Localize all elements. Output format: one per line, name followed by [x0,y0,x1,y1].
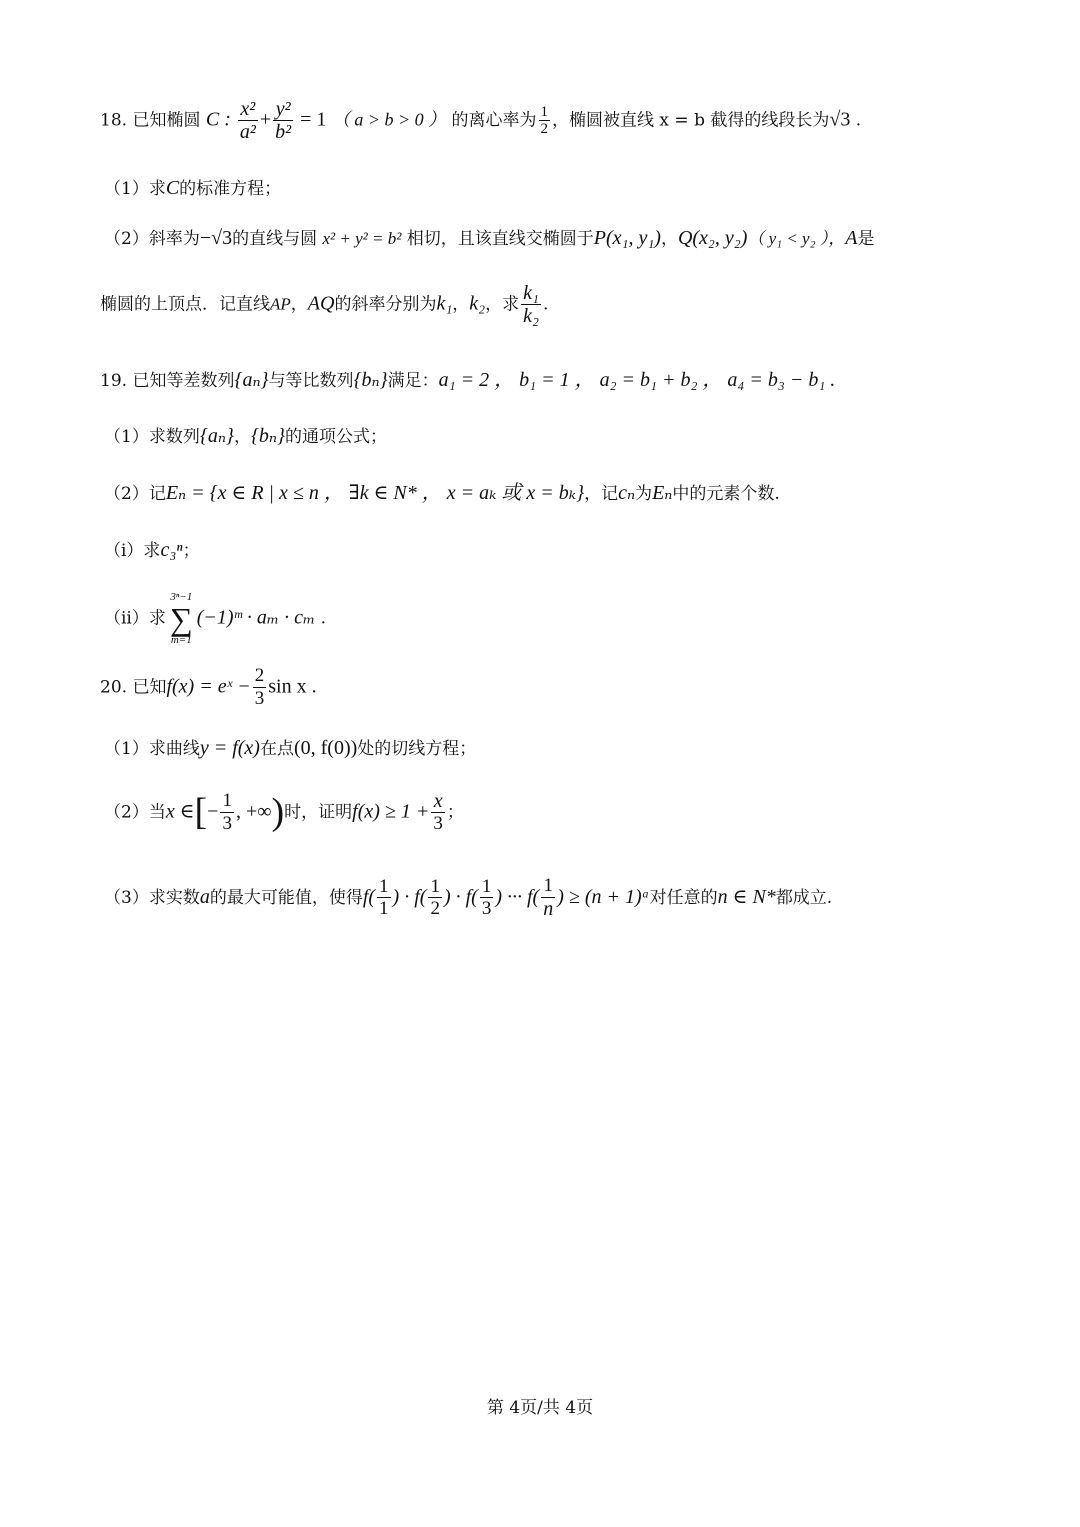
fraction-one-third: $\frac{1}{3}$ [222,789,232,834]
fraction-two-thirds: $\frac{2}{3}$ [254,665,265,709]
q20-part1: （1）求曲线y = f(x)在点(0, f(0))处的切线方程； [104,737,477,759]
fraction-1-3: $\frac{1}{3}$ [481,875,492,920]
q18-part2-line1: （2）斜率为−√3的直线与圆 x² + y² = b² 相切，且该直线交椭圆于P(x₁, y₁)，Q(x₂, y₂)（ y₁ < y₂ ），A是 [104,227,875,249]
fraction-k1-k2: $\frac{\text{k₁}}{\text{k₂}}$ [523,282,539,327]
q18-number: 18. [100,110,128,131]
q19-line: 19. 已知等差数列{aₙ}与等比数列{bₙ}满足：a₁ = 2 ， b₁ = 1 ， a₂ = b₁ + b₂ ， a₄ = b₃ − b₁ . [100,369,836,391]
q19-part1: （1）求数列{aₙ}，{bₙ}的通项公式； [104,425,388,447]
q18-part2-line2: 椭圆的上顶点．记直线AP，AQ的斜率分别为k₁，k₂，求 $\frac{\text{k₁}}{\text{k₂}}$ . [100,282,549,327]
q20-part2: （2）当x ∈[− $\frac{1}{3}$ , +∞)时，证明f(x) ≥ 1 + $\frac{x}{3}$ ； [104,789,464,835]
fraction-1-n: $\frac{1}{n}$ [543,875,554,920]
q20-number: 20. [100,677,128,698]
q20-line: 20. 已知f(x) = eˣ − $\frac{2}{3}$ sin x . [100,665,317,709]
fraction-half: $\frac{1}{2}$ [540,103,549,138]
q19-number: 19. [100,371,128,391]
q18-line: 18. 已知椭圆 C : $\frac{\text{x²}}{\text{a²}}$ + $\frac{\text{y²}}{\text{b²}}$ = 1 （ a > b > 0 ） 的离心率为 $\frac{1}{2}$ ，椭圆被直线 x = b 截得的线段长为√3 . [100,98,862,143]
fraction-1-2: $\frac{1}{2}$ [430,875,440,920]
fraction-y2-b2: $\frac{\text{y²}}{\text{b²}}$ [275,98,292,143]
q19-part2: （2）记Eₙ = {x ∈ R | x ≤ n ， ∃k ∈ N* ， x = aₖ 或 x = bₖ}，记cₙ为Eₙ中的元素个数. [104,482,780,504]
q19-part2-ii: （ii）求 3ⁿ−1 ∑ m=1 (−1)ᵐ · aₘ · cₘ . [104,591,327,646]
q20-part3: （3）求实数a的最大可能值，使得f( $\frac{1}{1}$ ) · f( $\frac{1}{2}$ ) · f( $\frac{1}{3}$ ) ··· f( $\frac{1}{n}$ ) ≥ (n + 1)ᵃ对任意的n ∈ N*都成立. [104,875,833,920]
q19-part2-i: （i）求c₃ⁿ； [104,539,200,561]
fraction-x2-a2: $\frac{\text{x²}}{\text{a²}}$ [239,98,256,143]
q18-part1: （1）求C的标准方程； [104,177,282,199]
summation: 3ⁿ−1 ∑ m=1 [169,591,193,646]
fraction-1-1: $\frac{1}{1}$ [379,875,389,920]
page-footer: 第 4页/共 4页 [486,1398,594,1418]
fraction-x-3: $\frac{x}{3}$ [433,790,443,835]
